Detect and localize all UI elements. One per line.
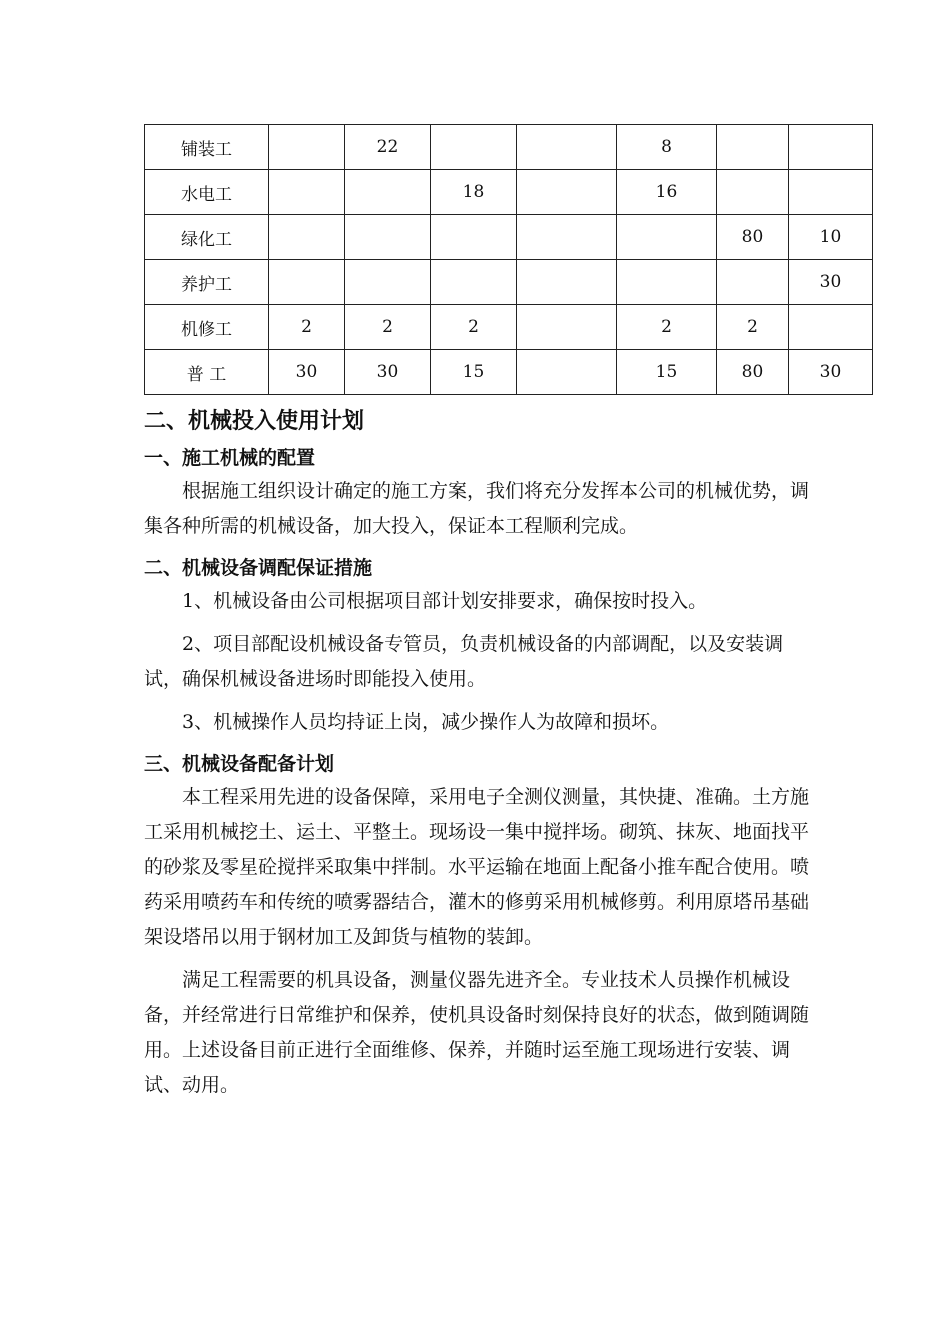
measure-item-1: 1、机械设备由公司根据项目部计划安排要求，确保按时投入。 [182, 590, 708, 612]
table-cell [617, 260, 717, 305]
table-cell [431, 125, 517, 170]
table-cell [269, 215, 345, 260]
row-label: 绿化工 [145, 215, 269, 260]
table-cell [717, 170, 789, 215]
table-cell [517, 125, 617, 170]
table-cell: 18 [431, 170, 517, 215]
table-cell [517, 215, 617, 260]
measure-item-3: 3、机械操作人员均持证上岗，减少操作人为故障和损坏。 [182, 711, 670, 733]
table-cell [517, 260, 617, 305]
measure-item-2: 2、项目部配设机械设备专管员，负责机械设备的内部调配，以及安装调试，确保机械设备进场时即能投入使用。 [144, 633, 784, 690]
table-cell [517, 350, 617, 395]
table-cell: 2 [431, 305, 517, 350]
table-cell [345, 170, 431, 215]
table-cell: 15 [617, 350, 717, 395]
section-title: 二、机械投入使用计划 [144, 409, 365, 434]
table-cell: 30 [789, 260, 873, 305]
table-cell [717, 260, 789, 305]
table-cell: 16 [617, 170, 717, 215]
subsection-title-config: 一、施工机械的配置 [144, 447, 316, 469]
table-cell: 30 [269, 350, 345, 395]
table-row [145, 305, 873, 350]
table-cell: 2 [345, 305, 431, 350]
table-cell [431, 215, 517, 260]
table-cell [517, 170, 617, 215]
table-row [145, 170, 873, 215]
table-cell [269, 260, 345, 305]
table-cell: 30 [789, 350, 873, 395]
plan-paragraph-2: 满足工程需要的机具设备，测量仪器先进齐全。专业技术人员操作机械设备，并经常进行日常维护和保养，使机具设备时刻保持良好的状态，做到随调随用。上述设备目前正进行全面维修、保养，并随时运至施工现场进行安装、调试、动用。 [144, 969, 810, 1096]
table-cell: 80 [717, 215, 789, 260]
table-cell [789, 125, 873, 170]
table-cell [517, 305, 617, 350]
table-row [145, 125, 873, 170]
table-cell: 2 [717, 305, 789, 350]
table-cell [717, 125, 789, 170]
table-cell [269, 170, 345, 215]
table-cell: 30 [345, 350, 431, 395]
row-label: 普 工 [145, 350, 269, 395]
table-cell: 2 [269, 305, 345, 350]
table-cell: 10 [789, 215, 873, 260]
row-label: 养护工 [145, 260, 269, 305]
row-label: 铺装工 [145, 125, 269, 170]
paragraph-config: 根据施工组织设计确定的施工方案，我们将充分发挥本公司的机械优势，调集各种所需的机械设备，加大投入，保证本工程顺利完成。 [144, 480, 810, 537]
table-cell [431, 260, 517, 305]
table-cell: 22 [345, 125, 431, 170]
labor-table [144, 124, 873, 395]
row-label: 水电工 [145, 170, 269, 215]
table-cell: 15 [431, 350, 517, 395]
plan-paragraph-1: 本工程采用先进的设备保障，采用电子全测仪测量，其快捷、准确。土方施工采用机械挖土、运土、平整土。现场设一集中搅拌场。砌筑、抹灰、地面找平的砂浆及零星砼搅拌采取集中拌制。水平运输在地面上配备小推车配合使用。喷药采用喷药车和传统的喷雾器结合，灌木的修剪采用机械修剪。利用原塔吊基础架设塔吊以用于钢材加工及卸货与植物的装卸。 [144, 786, 810, 948]
table-row [145, 260, 873, 305]
labor-table-body [145, 125, 873, 395]
row-label: 机修工 [145, 305, 269, 350]
table-cell [617, 215, 717, 260]
table-cell [789, 170, 873, 215]
document-body [144, 402, 809, 1103]
table-row [145, 215, 873, 260]
table-row [145, 350, 873, 395]
table-cell [789, 305, 873, 350]
table-cell: 80 [717, 350, 789, 395]
table-cell [269, 125, 345, 170]
table-cell [345, 215, 431, 260]
subsection-title-measures: 二、机械设备调配保证措施 [144, 557, 373, 579]
table-cell: 2 [617, 305, 717, 350]
table-cell [345, 260, 431, 305]
subsection-title-plan: 三、机械设备配备计划 [144, 753, 335, 775]
table-cell: 8 [617, 125, 717, 170]
